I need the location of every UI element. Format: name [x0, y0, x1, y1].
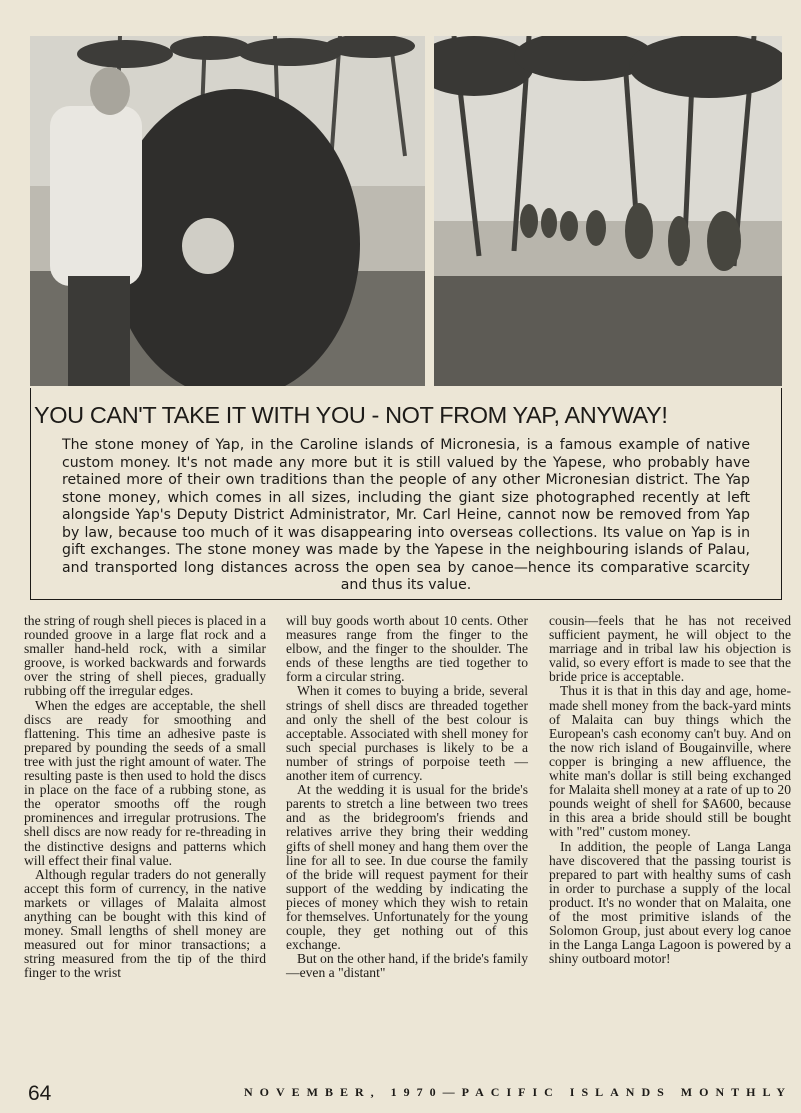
article-paragraph: cousin—feels that he has not received sufficient payment, he will object to the marriage and in tribal law his objection is valid, so every effort is made to see that the bride price is acceptable. — [549, 613, 791, 685]
sidebar-text: The stone money of Yap, in the Caroline islands of Micronesia, is a famous example of native custom money. It's not made any more but it is still valued by the Yapese, who probably have retained more of their own traditions than the people of any other Micronesian district. The Yap stone money, which comes in all sizes, including the giant size photographed recently at left alongside Yap's Deputy District Administrator, Mr. Carl Heine, cannot now be removed from Yap by law, because too much of it was disappearing into overseas collections. Its value on Yap is in gift exchanges. The stone money was made by the Yapese in the neighbouring islands of Palau, and transported long distances across the open sea by canoe—hence its comparative scarcity and thus its value. — [62, 437, 750, 593]
article-paragraph: When the edges are acceptable, the shell discs are ready for smoothing and flattening. This time an adhesive paste is prepared by pounding the seeds of a small tree with just the right amount of water. The resulting paste is then used to hold the discs in place on the face of a rubbing stone, as the operator smooths off the rough prominences and irregular protrusions. The shell discs are now ready for re-threading in the distinctive designs and patterns which will effect their final value. — [24, 697, 266, 868]
article-paragraph: At the wedding it is usual for the bride's parents to stretch a line between two trees and as the bridegroom's friends and relatives arrive they bring their wedding gifts of shell money and hang them over the line for all to see. In due course the family of the bride will request payment for their support of the wedding by indicating the pieces of money which they wish to retain for themselves. Unfortunately for the young couple, they get nothing out of this exchange. — [286, 782, 528, 953]
article-column-1 — [24, 614, 266, 980]
article-paragraph: When it comes to buying a bride, several strings of shell discs are threaded together and only the shell of the best colour is acceptable. Associated with shell money for such special purchases is likely to be a number of strings of porpoise teeth — another item of currency. — [286, 683, 528, 784]
article-column-3 — [549, 614, 791, 966]
article-paragraph: Although regular traders do not generally accept this form of currency, in the native markets or villages of Malaita almost anything can be bought with this kind of money. Small lengths of shell money are measured out for minor transactions; a string measured from the tip of the third finger to the wrist — [24, 866, 266, 981]
article-columns — [24, 614, 792, 1039]
article-paragraph: In addition, the people of Langa Langa have discovered that the passing tourist is prepared to part with healthy sums of cash in order to purchase a supply of the local product. It's no wonder that on Malaita, one of the most primitive islands of the Solomon Group, just about every log canoe in the Langa Langa Lagoon is powered by a shiny outboard motor! — [549, 838, 791, 967]
photo-stone-money-under-palms-image — [434, 36, 782, 386]
article-paragraph: But on the other hand, if the bride's family—even a "distant" — [286, 951, 528, 981]
page-number: 64 — [28, 1082, 52, 1105]
sidebar-headline: YOU CAN'T TAKE IT WITH YOU - NOT FROM YAP, ANYWAY! — [34, 402, 668, 428]
article-paragraph: will buy goods worth about 10 cents. Other measures range from the finger to the elbow, and the finger to the shoulder. The ends of these lengths are tied together to form a circular string. — [286, 613, 528, 685]
photo-stone-money-under-palms — [434, 36, 782, 386]
article-paragraph: the string of rough shell pieces is placed in a rounded groove in a large flat rock and a smaller hand-held rock, with a similar groove, is worked backwards and forwards over the string of shell pieces, gradually rubbing off the irregular edges. — [24, 613, 266, 699]
article-column-2 — [286, 614, 528, 980]
photo-stone-money-with-official-image — [30, 36, 425, 386]
running-footer: NOVEMBER, 1970—PACIFIC ISLANDS MONTHLY — [244, 1085, 793, 1099]
article-paragraph: Thus it is that in this day and age, home-made shell money from the back-yard mints of Malaita can buy things which the European's cash economy can't buy. And on the now rich island of Bougainville, where copper is bringing a new affluence, the white man's dollar is still being exchanged for Malaita shell money at a rate of up to 20 pounds weight of shell for $A600, because in this area a bride should still be bought with "red" custom money. — [549, 683, 791, 840]
photo-stone-money-with-official — [30, 36, 425, 386]
